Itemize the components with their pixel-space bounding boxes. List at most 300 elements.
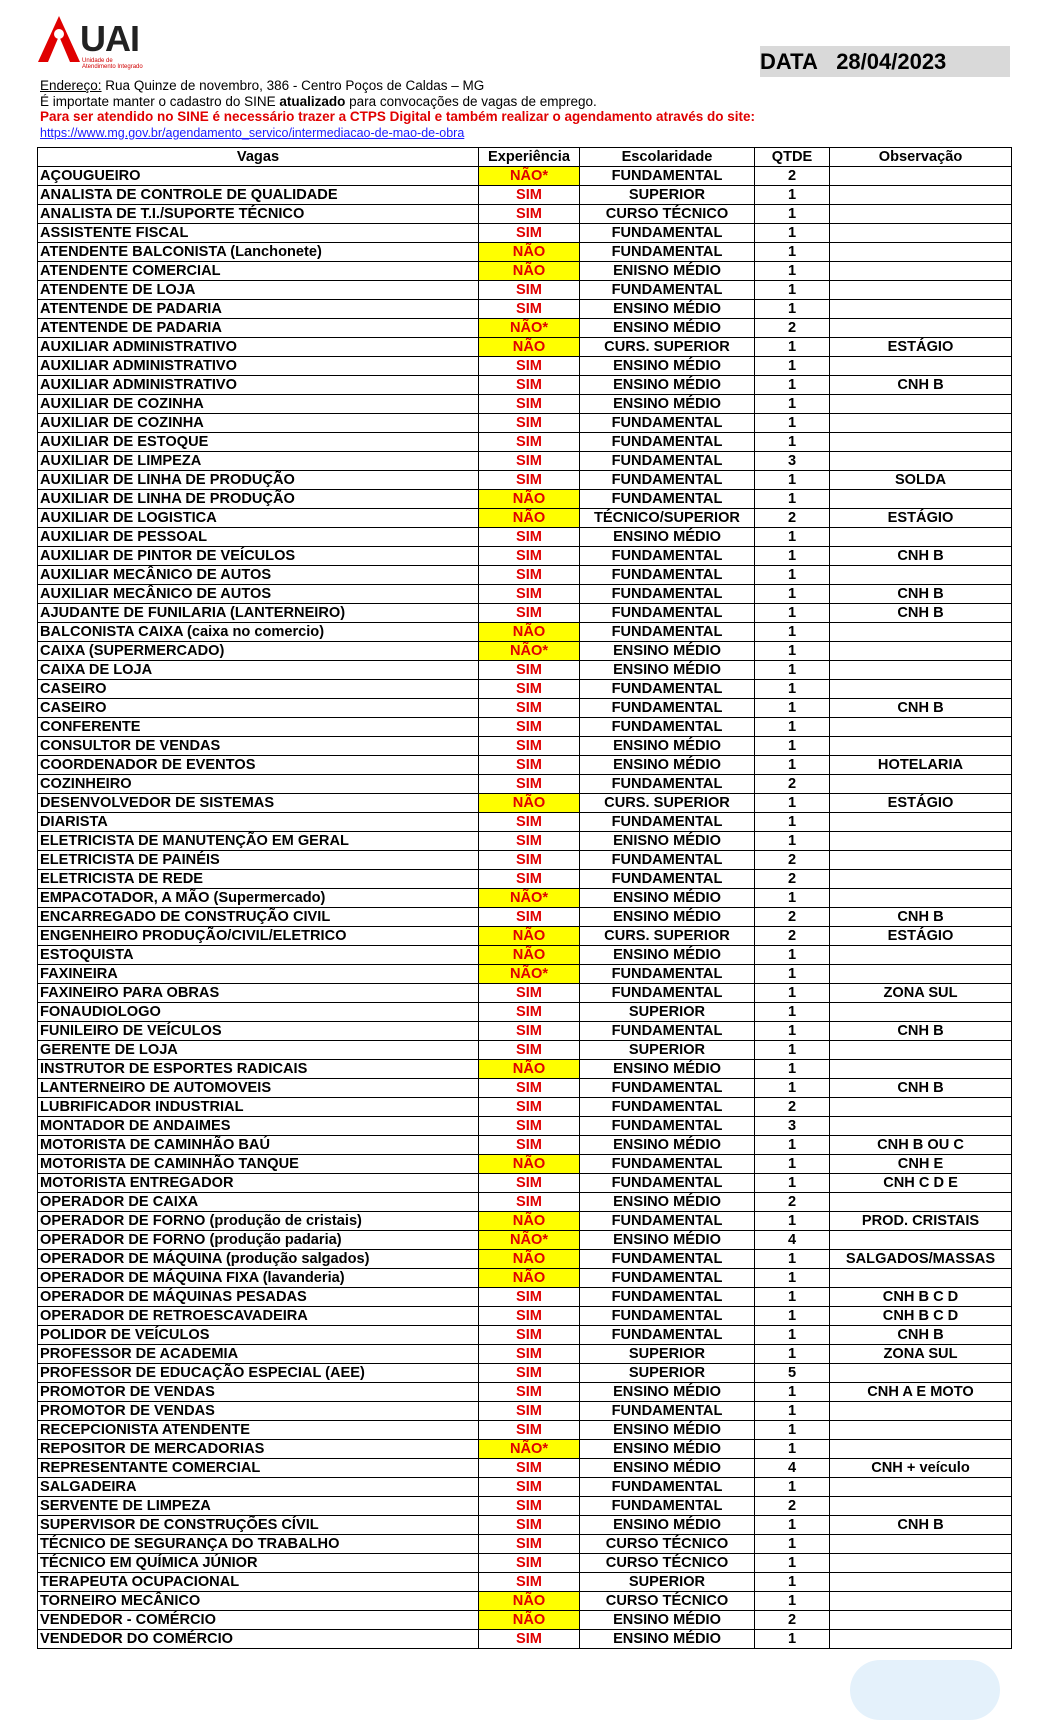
table-row (38, 186, 1012, 205)
job-title-cell: OPERADOR DE MÁQUINAS PESADAS (38, 1288, 479, 1307)
table-row (38, 205, 1012, 224)
experience-cell: NÃO* (479, 319, 580, 338)
observation-cell (830, 1611, 1012, 1630)
quantity-cell: 1 (755, 813, 830, 832)
education-cell: FUNDAMENTAL (580, 1269, 755, 1288)
experience-cell: SIM (479, 1288, 580, 1307)
experience-cell: SIM (479, 1554, 580, 1573)
experience-cell: NÃO (479, 1611, 580, 1630)
table-row (38, 1497, 1012, 1516)
job-title-cell: SERVENTE DE LIMPEZA (38, 1497, 479, 1516)
quantity-cell: 2 (755, 851, 830, 870)
experience-cell: SIM (479, 547, 580, 566)
quantity-cell: 1 (755, 1440, 830, 1459)
quantity-cell: 1 (755, 414, 830, 433)
observation-cell: CNH B (830, 699, 1012, 718)
experience-cell: SIM (479, 984, 580, 1003)
observation-cell (830, 661, 1012, 680)
quantity-cell: 2 (755, 1098, 830, 1117)
table-row (38, 1022, 1012, 1041)
table-row (38, 357, 1012, 376)
job-title-cell: PROMOTOR DE VENDAS (38, 1383, 479, 1402)
quantity-cell: 1 (755, 1155, 830, 1174)
table-row (38, 1592, 1012, 1611)
table-row (38, 243, 1012, 262)
observation-cell (830, 680, 1012, 699)
education-cell: ENISNO MÉDIO (580, 832, 755, 851)
education-cell: FUNDAMENTAL (580, 984, 755, 1003)
job-title-cell: AUXILIAR DE LINHA DE PRODUÇÃO (38, 471, 479, 490)
quantity-cell: 1 (755, 224, 830, 243)
education-cell: FUNDAMENTAL (580, 965, 755, 984)
education-cell: TÉCNICO/SUPERIOR (580, 509, 755, 528)
experience-cell: SIM (479, 1573, 580, 1592)
observation-cell (830, 528, 1012, 547)
job-title-cell: AUXILIAR DE PESSOAL (38, 528, 479, 547)
job-title-cell: LANTERNEIRO DE AUTOMOVEIS (38, 1079, 479, 1098)
experience-cell: SIM (479, 357, 580, 376)
experience-cell: NÃO* (479, 167, 580, 186)
job-title-cell: CAIXA DE LOJA (38, 661, 479, 680)
job-title-cell: AUXILIAR ADMINISTRATIVO (38, 338, 479, 357)
experience-cell: SIM (479, 528, 580, 547)
quantity-cell: 3 (755, 452, 830, 471)
quantity-cell: 1 (755, 1060, 830, 1079)
job-title-cell: ATENTENDE DE PADARIA (38, 319, 479, 338)
observation-cell: CNH C D E (830, 1174, 1012, 1193)
observation-cell (830, 281, 1012, 300)
education-cell: ENSINO MÉDIO (580, 1193, 755, 1212)
quantity-cell: 1 (755, 946, 830, 965)
observation-cell: CNH B (830, 585, 1012, 604)
quantity-cell: 2 (755, 870, 830, 889)
observation-cell (830, 718, 1012, 737)
vacancies-table (37, 147, 1012, 1649)
table-row (38, 965, 1012, 984)
observation-cell (830, 357, 1012, 376)
quantity-cell: 4 (755, 1459, 830, 1478)
job-title-cell: AUXILIAR DE PINTOR DE VEÍCULOS (38, 547, 479, 566)
education-cell: ENSINO MÉDIO (580, 357, 755, 376)
observation-cell (830, 1402, 1012, 1421)
experience-cell: SIM (479, 300, 580, 319)
observation-cell: CNH B (830, 376, 1012, 395)
table-row (38, 1117, 1012, 1136)
experience-cell: NÃO* (479, 889, 580, 908)
education-cell: SUPERIOR (580, 186, 755, 205)
experience-cell: SIM (479, 452, 580, 471)
experience-cell: SIM (479, 205, 580, 224)
table-row (38, 566, 1012, 585)
table-row (38, 737, 1012, 756)
observation-cell (830, 243, 1012, 262)
education-cell: FUNDAMENTAL (580, 1250, 755, 1269)
experience-cell: SIM (479, 224, 580, 243)
table-row (38, 281, 1012, 300)
address-label: Endereço: (40, 78, 102, 93)
table-row (38, 414, 1012, 433)
experience-cell: SIM (479, 908, 580, 927)
education-cell: FUNDAMENTAL (580, 680, 755, 699)
quantity-cell: 1 (755, 1041, 830, 1060)
observation-cell (830, 1231, 1012, 1250)
notice-bold: atualizado (279, 93, 346, 109)
observation-cell: ESTÁGIO (830, 794, 1012, 813)
job-title-cell: COORDENADOR DE EVENTOS (38, 756, 479, 775)
observation-cell (830, 889, 1012, 908)
education-cell: FUNDAMENTAL (580, 566, 755, 585)
table-row (38, 1155, 1012, 1174)
observation-cell (830, 1497, 1012, 1516)
observation-cell (830, 1592, 1012, 1611)
job-title-cell: CONFERENTE (38, 718, 479, 737)
observation-cell: PROD. CRISTAIS (830, 1212, 1012, 1231)
education-cell: FUNDAMENTAL (580, 851, 755, 870)
quantity-cell: 1 (755, 1269, 830, 1288)
experience-cell: SIM (479, 851, 580, 870)
table-row (38, 528, 1012, 547)
education-cell: ENSINO MÉDIO (580, 528, 755, 547)
address-text: Rua Quinze de novembro, 386 - Centro Poços de Caldas – MG (101, 78, 485, 93)
experience-cell: NÃO (479, 338, 580, 357)
quantity-cell: 1 (755, 585, 830, 604)
experience-cell: SIM (479, 376, 580, 395)
education-cell: SUPERIOR (580, 1573, 755, 1592)
quantity-cell: 1 (755, 680, 830, 699)
quantity-cell: 1 (755, 1383, 830, 1402)
table-row (38, 1459, 1012, 1478)
job-title-cell: PROFESSOR DE ACADEMIA (38, 1345, 479, 1364)
quantity-cell: 2 (755, 167, 830, 186)
table-row (38, 585, 1012, 604)
job-title-cell: ELETRICISTA DE REDE (38, 870, 479, 889)
job-title-cell: ANALISTA DE CONTROLE DE QUALIDADE (38, 186, 479, 205)
observation-cell (830, 965, 1012, 984)
education-cell: CURSO TÉCNICO (580, 1535, 755, 1554)
table-row (38, 1212, 1012, 1231)
quantity-cell: 1 (755, 1212, 830, 1231)
experience-cell: NÃO (479, 262, 580, 281)
education-cell: FUNDAMENTAL (580, 281, 755, 300)
table-header-row (38, 148, 1012, 167)
job-title-cell: AUXILIAR DE COZINHA (38, 414, 479, 433)
experience-cell: NÃO (479, 1250, 580, 1269)
observation-cell (830, 1630, 1012, 1649)
quantity-cell: 1 (755, 737, 830, 756)
job-title-cell: LUBRIFICADOR INDUSTRIAL (38, 1098, 479, 1117)
experience-cell: SIM (479, 471, 580, 490)
observation-cell (830, 490, 1012, 509)
floating-button[interactable] (850, 1660, 1000, 1720)
education-cell: ENSINO MÉDIO (580, 1611, 755, 1630)
quantity-cell: 2 (755, 927, 830, 946)
experience-cell: SIM (479, 1022, 580, 1041)
table-row (38, 1516, 1012, 1535)
observation-cell: CNH B OU C (830, 1136, 1012, 1155)
observation-cell: CNH B (830, 604, 1012, 623)
table-row (38, 167, 1012, 186)
observation-cell (830, 737, 1012, 756)
job-title-cell: ELETRICISTA DE MANUTENÇÃO EM GERAL (38, 832, 479, 851)
experience-cell: SIM (479, 186, 580, 205)
quantity-cell: 1 (755, 756, 830, 775)
experience-cell: SIM (479, 1630, 580, 1649)
table-row (38, 1288, 1012, 1307)
table-row (38, 1079, 1012, 1098)
education-cell: FUNDAMENTAL (580, 623, 755, 642)
experience-cell: SIM (479, 1497, 580, 1516)
job-title-cell: ENCARREGADO DE CONSTRUÇÃO CIVIL (38, 908, 479, 927)
experience-cell: SIM (479, 1459, 580, 1478)
job-title-cell: OPERADOR DE FORNO (produção de cristais) (38, 1212, 479, 1231)
observation-cell: CNH B (830, 547, 1012, 566)
education-cell: FUNDAMENTAL (580, 433, 755, 452)
education-cell: SUPERIOR (580, 1345, 755, 1364)
education-cell: ENSINO MÉDIO (580, 946, 755, 965)
observation-cell: SOLDA (830, 471, 1012, 490)
table-row (38, 680, 1012, 699)
job-title-cell: OPERADOR DE MÁQUINA (produção salgados) (38, 1250, 479, 1269)
quantity-cell: 1 (755, 300, 830, 319)
observation-cell (830, 224, 1012, 243)
observation-cell (830, 642, 1012, 661)
scheduling-link[interactable]: https://www.mg.gov.br/agendamento_servico/intermediacao-de-mao-de-obra (40, 125, 465, 140)
observation-cell: ESTÁGIO (830, 509, 1012, 528)
observation-cell: HOTELARIA (830, 756, 1012, 775)
job-title-cell: BALCONISTA CAIXA (caixa no comercio) (38, 623, 479, 642)
education-cell: ENSINO MÉDIO (580, 300, 755, 319)
observation-cell (830, 167, 1012, 186)
table-row (38, 1364, 1012, 1383)
observation-cell: CNH A E MOTO (830, 1383, 1012, 1402)
quantity-cell: 2 (755, 1611, 830, 1630)
education-cell: CURSO TÉCNICO (580, 1592, 755, 1611)
experience-cell: SIM (479, 1364, 580, 1383)
experience-cell: SIM (479, 395, 580, 414)
experience-cell: SIM (479, 832, 580, 851)
observation-cell (830, 1478, 1012, 1497)
job-title-cell: ELETRICISTA DE PAINÉIS (38, 851, 479, 870)
experience-cell: NÃO (479, 490, 580, 509)
quantity-cell: 1 (755, 243, 830, 262)
experience-cell: SIM (479, 661, 580, 680)
job-title-cell: RECEPCIONISTA ATENDENTE (38, 1421, 479, 1440)
quantity-cell: 1 (755, 1630, 830, 1649)
quantity-cell: 1 (755, 1022, 830, 1041)
quantity-cell: 1 (755, 699, 830, 718)
education-cell: ENSINO MÉDIO (580, 1421, 755, 1440)
experience-cell: SIM (479, 1421, 580, 1440)
table-row (38, 262, 1012, 281)
quantity-cell: 1 (755, 1421, 830, 1440)
notice-post: para convocações de vagas de emprego. (345, 93, 597, 109)
job-title-cell: TERAPEUTA OCUPACIONAL (38, 1573, 479, 1592)
table-row (38, 832, 1012, 851)
header-info (40, 78, 1020, 141)
warning-line: Para ser atendido no SINE é necessário trazer a CTPS Digital e também realizar o agendamento através do site: (40, 109, 755, 124)
observation-cell: CNH B C D (830, 1307, 1012, 1326)
table-row (38, 300, 1012, 319)
job-title-cell: PROFESSOR DE EDUCAÇÃO ESPECIAL (AEE) (38, 1364, 479, 1383)
education-cell: ENSINO MÉDIO (580, 642, 755, 661)
education-cell: ENSINO MÉDIO (580, 1383, 755, 1402)
experience-cell: SIM (479, 680, 580, 699)
education-cell: FUNDAMENTAL (580, 604, 755, 623)
observation-cell (830, 1269, 1012, 1288)
observation-cell (830, 1573, 1012, 1592)
education-cell: FUNDAMENTAL (580, 224, 755, 243)
quantity-cell: 1 (755, 642, 830, 661)
table-row (38, 1421, 1012, 1440)
observation-cell (830, 319, 1012, 338)
observation-cell: CNH + veículo (830, 1459, 1012, 1478)
table-row (38, 1041, 1012, 1060)
experience-cell: NÃO* (479, 1231, 580, 1250)
observation-cell: CNH E (830, 1155, 1012, 1174)
table-row (38, 1345, 1012, 1364)
experience-cell: SIM (479, 585, 580, 604)
observation-cell (830, 1098, 1012, 1117)
job-title-cell: AUXILIAR DE LOGISTICA (38, 509, 479, 528)
education-cell: FUNDAMENTAL (580, 547, 755, 566)
table-row (38, 794, 1012, 813)
quantity-cell: 1 (755, 794, 830, 813)
education-cell: CURS. SUPERIOR (580, 794, 755, 813)
job-title-cell: VENDEDOR DO COMÉRCIO (38, 1630, 479, 1649)
observation-cell (830, 813, 1012, 832)
education-cell: FUNDAMENTAL (580, 1022, 755, 1041)
job-title-cell: CASEIRO (38, 680, 479, 699)
job-title-cell: DIARISTA (38, 813, 479, 832)
job-title-cell: MONTADOR DE ANDAIMES (38, 1117, 479, 1136)
experience-cell: SIM (479, 870, 580, 889)
education-cell: CURS. SUPERIOR (580, 927, 755, 946)
quantity-cell: 2 (755, 1497, 830, 1516)
job-title-cell: SUPERVISOR DE CONSTRUÇÕES CÍVIL (38, 1516, 479, 1535)
col-header-experiencia: Experiência (479, 148, 580, 167)
education-cell: FUNDAMENTAL (580, 1307, 755, 1326)
table-row (38, 1630, 1012, 1649)
observation-cell: ZONA SUL (830, 1345, 1012, 1364)
education-cell: SUPERIOR (580, 1041, 755, 1060)
table-row (38, 471, 1012, 490)
table-row (38, 547, 1012, 566)
table-row (38, 851, 1012, 870)
date-label: DATA (760, 49, 818, 74)
table-row (38, 604, 1012, 623)
experience-cell: SIM (479, 1478, 580, 1497)
quantity-cell: 1 (755, 376, 830, 395)
table-row (38, 1554, 1012, 1573)
table-row (38, 1193, 1012, 1212)
education-cell: FUNDAMENTAL (580, 870, 755, 889)
job-title-cell: AUXILIAR ADMINISTRATIVO (38, 357, 479, 376)
logo-figure-icon (36, 14, 82, 66)
education-cell: FUNDAMENTAL (580, 243, 755, 262)
quantity-cell: 1 (755, 1516, 830, 1535)
quantity-cell: 1 (755, 547, 830, 566)
job-title-cell: ATENTENDE DE PADARIA (38, 300, 479, 319)
table-row (38, 433, 1012, 452)
education-cell: FUNDAMENTAL (580, 452, 755, 471)
table-row (38, 1250, 1012, 1269)
observation-cell (830, 1193, 1012, 1212)
education-cell: FUNDAMENTAL (580, 1174, 755, 1193)
experience-cell: NÃO (479, 1155, 580, 1174)
education-cell: CURSO TÉCNICO (580, 1554, 755, 1573)
quantity-cell: 2 (755, 319, 830, 338)
job-title-cell: FAXINEIRO PARA OBRAS (38, 984, 479, 1003)
education-cell: FUNDAMENTAL (580, 1117, 755, 1136)
observation-cell (830, 452, 1012, 471)
job-title-cell: CASEIRO (38, 699, 479, 718)
experience-cell: NÃO (479, 927, 580, 946)
experience-cell: NÃO* (479, 1440, 580, 1459)
quantity-cell: 2 (755, 1193, 830, 1212)
experience-cell: SIM (479, 718, 580, 737)
table-row (38, 1402, 1012, 1421)
education-cell: FUNDAMENTAL (580, 414, 755, 433)
observation-cell (830, 1364, 1012, 1383)
education-cell: FUNDAMENTAL (580, 1326, 755, 1345)
observation-cell (830, 566, 1012, 585)
experience-cell: SIM (479, 1003, 580, 1022)
education-cell: ENSINO MÉDIO (580, 1060, 755, 1079)
experience-cell: SIM (479, 1174, 580, 1193)
quantity-cell: 1 (755, 395, 830, 414)
job-title-cell: FAXINEIRA (38, 965, 479, 984)
experience-cell: SIM (479, 737, 580, 756)
education-cell: FUNDAMENTAL (580, 1079, 755, 1098)
quantity-cell: 1 (755, 1535, 830, 1554)
col-header-escolaridade: Escolaridade (580, 148, 755, 167)
notice-line (40, 94, 1020, 110)
quantity-cell: 1 (755, 1554, 830, 1573)
table-row (38, 1136, 1012, 1155)
table-row (38, 395, 1012, 414)
experience-cell: NÃO (479, 1592, 580, 1611)
quantity-cell: 1 (755, 1592, 830, 1611)
education-cell: FUNDAMENTAL (580, 490, 755, 509)
job-title-cell: AUXILIAR MECÂNICO DE AUTOS (38, 566, 479, 585)
job-title-cell: AUXILIAR DE LIMPEZA (38, 452, 479, 471)
job-title-cell: ESTOQUISTA (38, 946, 479, 965)
education-cell: CURS. SUPERIOR (580, 338, 755, 357)
quantity-cell: 1 (755, 718, 830, 737)
quantity-cell: 1 (755, 205, 830, 224)
table-row (38, 224, 1012, 243)
experience-cell: SIM (479, 604, 580, 623)
job-title-cell: MOTORISTA DE CAMINHÃO TANQUE (38, 1155, 479, 1174)
education-cell: FUNDAMENTAL (580, 1478, 755, 1497)
experience-cell: SIM (479, 566, 580, 585)
education-cell: ENSINO MÉDIO (580, 1630, 755, 1649)
table-row (38, 870, 1012, 889)
job-title-cell: COZINHEIRO (38, 775, 479, 794)
education-cell: FUNDAMENTAL (580, 813, 755, 832)
experience-cell: SIM (479, 1383, 580, 1402)
job-title-cell: GERENTE DE LOJA (38, 1041, 479, 1060)
observation-cell (830, 870, 1012, 889)
experience-cell: NÃO (479, 794, 580, 813)
quantity-cell: 1 (755, 1478, 830, 1497)
table-row (38, 775, 1012, 794)
education-cell: FUNDAMENTAL (580, 1155, 755, 1174)
job-title-cell: AUXILIAR DE LINHA DE PRODUÇÃO (38, 490, 479, 509)
quantity-cell: 1 (755, 604, 830, 623)
table-row (38, 338, 1012, 357)
table-row (38, 1231, 1012, 1250)
